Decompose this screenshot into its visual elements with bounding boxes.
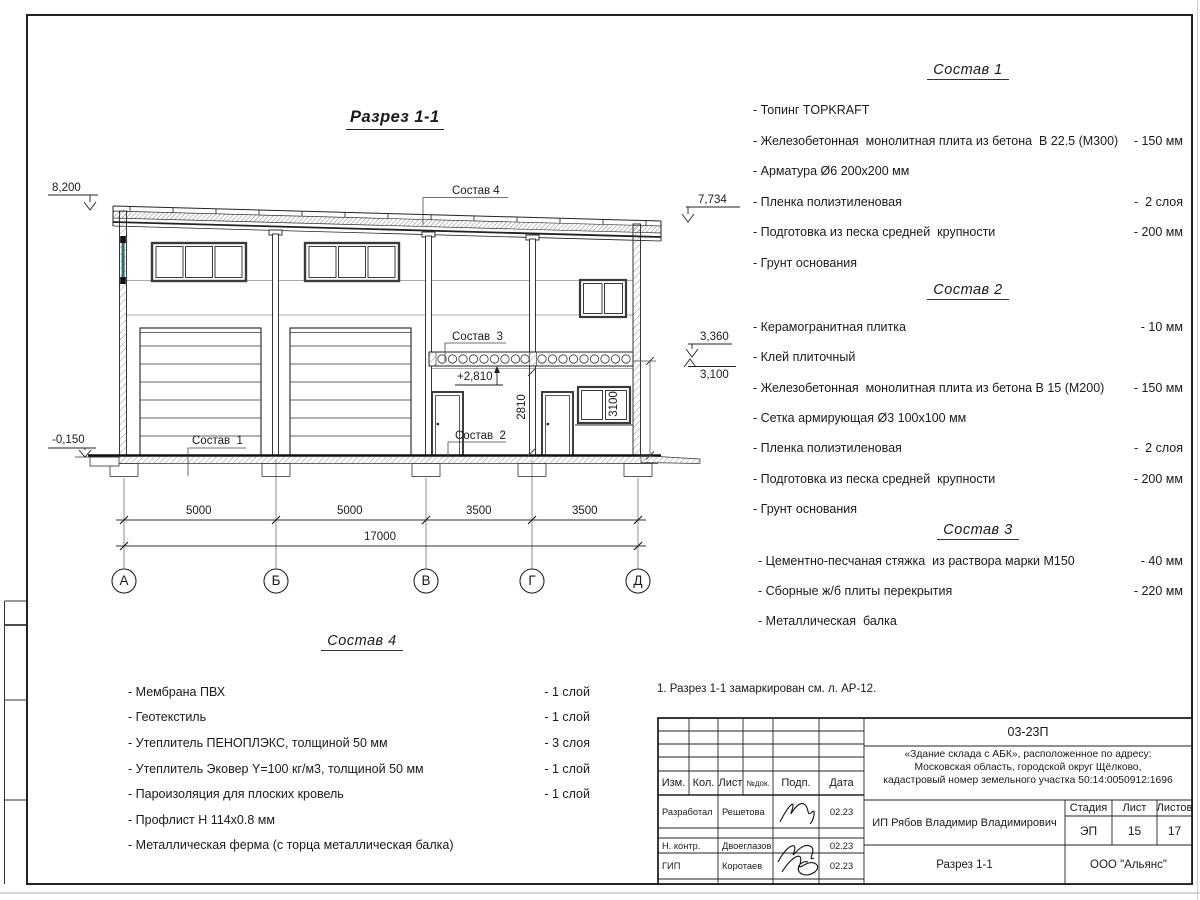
name-ncontrol: Двоеглазов (722, 840, 772, 851)
dim-span-3: 3500 (466, 505, 492, 517)
elevation-mid-lower: 3,100 (700, 369, 729, 381)
label-sostav4: Состав 4 (452, 185, 500, 197)
col-list: Лист (718, 777, 743, 789)
col-podp: Подп. (781, 777, 811, 789)
list-item: - Цементно-песчаная стяжка из раствора марки М150 - 40 мм (758, 554, 1183, 568)
composition-4-title: Состав 4 (128, 632, 596, 651)
sheet-number: 15 (1127, 823, 1142, 838)
list-item: - Металлическая ферма (с торца металлическая балка) (128, 838, 454, 853)
list-item: - Грунт основания (753, 255, 858, 270)
composition-4-list (128, 679, 590, 858)
role-ncontrol: Н. контр. (662, 840, 701, 851)
name-developer: Решетова (722, 806, 765, 817)
drawing-name: Разрез 1-1 (936, 858, 993, 871)
axis-d: Д (633, 573, 643, 588)
col-kol: Кол. (692, 777, 715, 789)
elevation-mid-upper: 3,360 (700, 331, 729, 343)
list-item: - Пленка полиэтиленовая - 2 слоя (753, 194, 1183, 209)
list-item: - Железобетонная монолитная плита из бетона В 15 (М200) - 150 мм (753, 380, 1183, 395)
col-ndok: №док. (746, 778, 770, 788)
axis-b: Б (271, 573, 281, 588)
role-developer: Разработал (662, 806, 713, 817)
dim-total: 17000 (364, 531, 396, 543)
sheets-total: 17 (1167, 823, 1182, 838)
list-item: - Сетка армирующая Ø3 100х100 мм (753, 411, 967, 426)
list-item: - Железобетонная монолитная плита из бетона В 22.5 (М300) - 150 мм (753, 133, 1183, 148)
col-izm: Изм. (661, 777, 686, 789)
list-item: - Топинг TOPKRAFT (753, 103, 870, 118)
list-item: - Пленка полиэтиленовая - 2 слоя (753, 441, 1183, 456)
stage-value: ЭП (1079, 823, 1098, 838)
role-gip: ГИП (662, 861, 681, 871)
label-sostav3: Состав 3 (452, 331, 503, 343)
elevation-top-left: 8,200 (52, 182, 81, 194)
date-ncontrol: 02.23 (829, 840, 854, 851)
list-item: - Пароизоляция для плоских кровель - 1 слой (128, 787, 590, 802)
client-name: ИП Рябов Владимир Владимирович (872, 816, 1057, 829)
composition-3-title: Состав 3 (763, 521, 1193, 540)
elevation-ground: -0,150 (52, 434, 85, 446)
doc-number: 03-23П (1007, 725, 1049, 739)
list-item: - Сборные ж/б плиты перекрытия - 220 мм (758, 584, 1183, 598)
dim-span-4: 3500 (572, 505, 598, 517)
dim-span-1: 5000 (186, 505, 212, 517)
composition-1-title: Состав 1 (753, 61, 1183, 80)
list-item: - Утеплитель Эковер Y=100 кг/м3, толщиной 50 мм - 1 слой (128, 761, 590, 776)
drawing-note: 1. Разрез 1-1 замаркирован см. л. АР-12. (657, 683, 877, 695)
sheets-label: Листов (1157, 802, 1192, 814)
col-data: Дата (829, 777, 854, 789)
stage-label: Стадия (1069, 802, 1108, 814)
list-item: - Керамогранитная плитка - 10 мм (753, 320, 1183, 335)
list-item: - Мембрана ПВХ - 1 слой (128, 684, 590, 699)
composition-2-title: Состав 2 (753, 281, 1183, 300)
label-sostav1: Состав 1 (192, 435, 243, 447)
dim-span-2: 5000 (337, 505, 363, 517)
date-gip: 02.23 (829, 861, 854, 871)
axis-a: А (119, 573, 129, 588)
list-item: - Арматура Ø6 200х200 мм (753, 164, 910, 179)
list-item: - Профлист Н 114х0.8 мм (128, 812, 275, 827)
sheet-label: Лист (1122, 802, 1147, 814)
dim-right-height: 3100 (608, 391, 620, 417)
elevation-floor2: +2,810 (457, 371, 493, 383)
composition-2-list (753, 312, 1183, 524)
elevation-top-right: 7,734 (698, 194, 727, 206)
composition-1-list (753, 95, 1183, 278)
list-item: - Металлическая балка (758, 614, 897, 628)
company-name: ООО "Альянс" (1090, 858, 1167, 871)
composition-3-list (758, 546, 1183, 636)
list-item: - Геотекстиль - 1 слой (128, 710, 590, 725)
axis-g: Г (528, 573, 536, 588)
dim-door-height: 2810 (516, 394, 528, 420)
date-developer: 02.23 (829, 806, 854, 817)
list-item: - Клей плиточный (753, 350, 856, 365)
list-item: - Утеплитель ПЕНОПЛЭКС, толщиной 50 мм - 3 слоя (128, 735, 590, 750)
label-sostav2: Состав 2 (455, 430, 506, 442)
section-title: Разрез 1-1 (346, 108, 444, 130)
list-item: - Подготовка из песка средней крупности - 200 мм (753, 225, 1183, 240)
axis-v: В (421, 573, 431, 588)
list-item: - Подготовка из песка средней крупности - 200 мм (753, 471, 1183, 486)
name-gip: Коротаев (722, 861, 763, 871)
project-description: «Здание склада с АБК», расположенное по адресу: Московская область, городской округ Щёлково, кадастровый номер земельного участка 50:14:0050912:1696 (883, 749, 1173, 786)
list-item: - Грунт основания (753, 501, 858, 516)
